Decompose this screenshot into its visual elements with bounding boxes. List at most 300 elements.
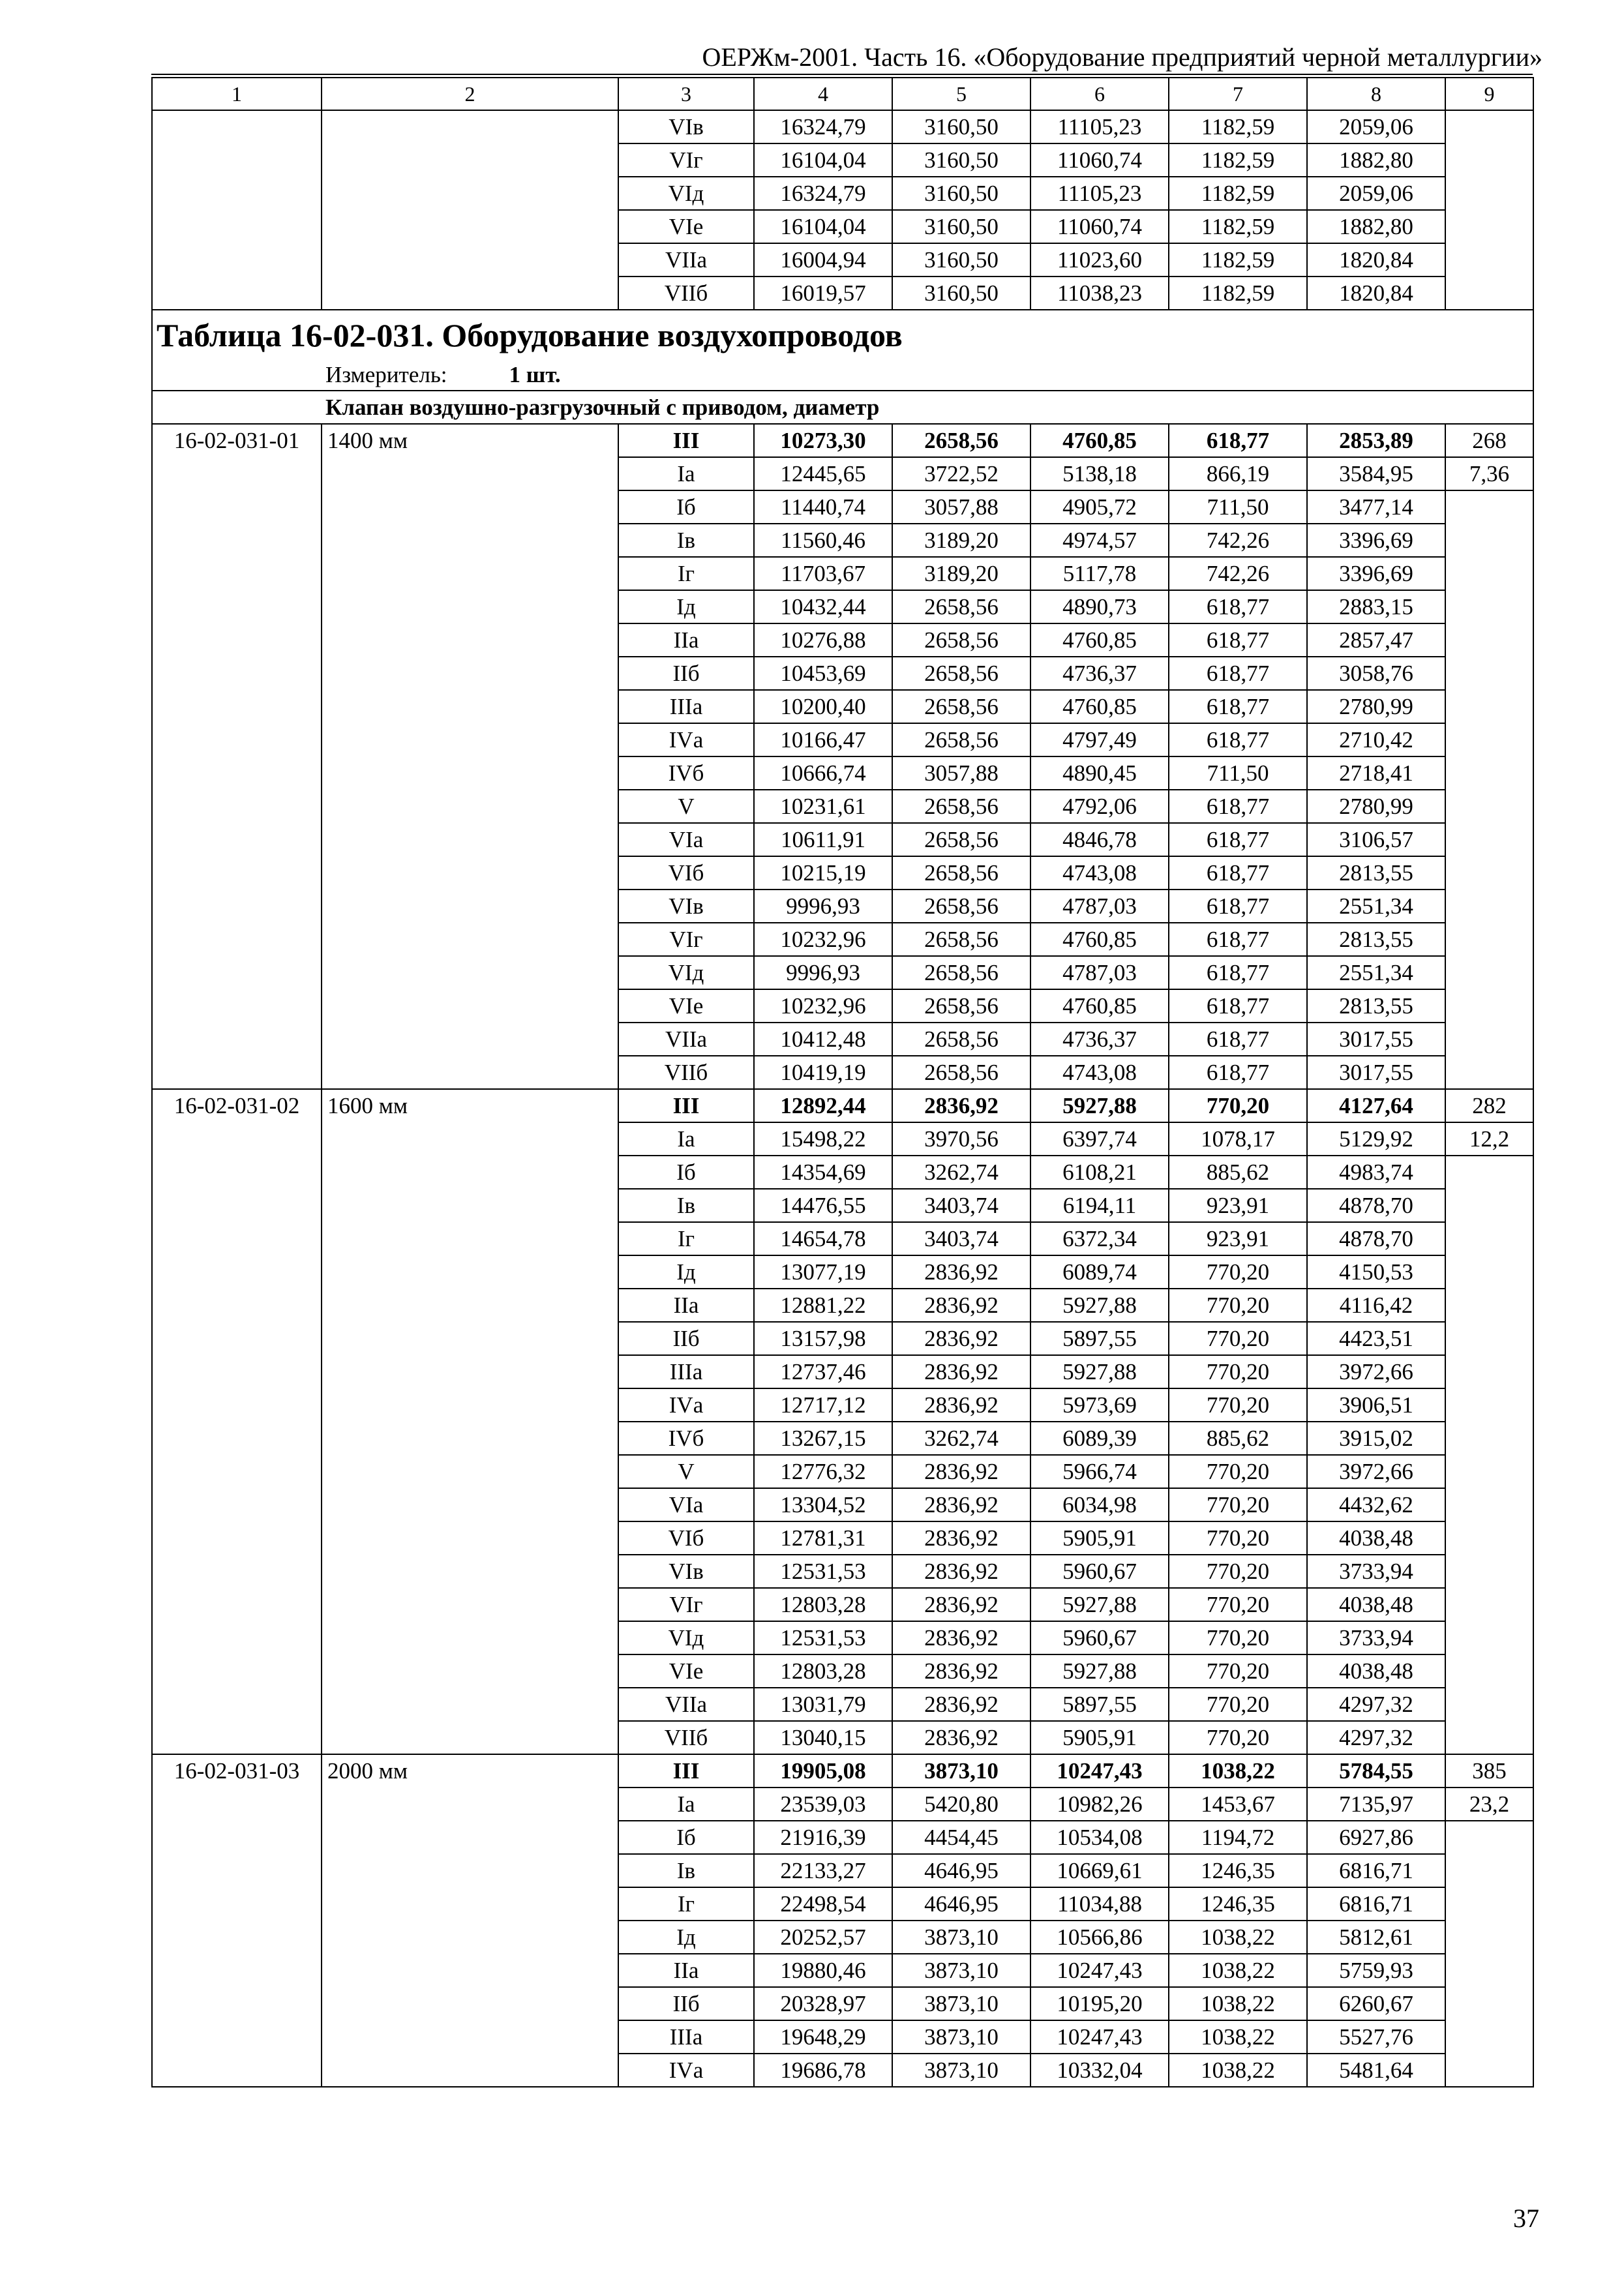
zone-cell: III [618, 424, 754, 457]
value-cell: 1882,80 [1307, 143, 1445, 177]
value-cell: 2836,92 [892, 1388, 1030, 1422]
col9-cell [1445, 110, 1533, 310]
value-cell: 2658,56 [892, 590, 1030, 623]
value-cell: 2813,55 [1307, 923, 1445, 956]
value-cell: 14354,69 [754, 1156, 892, 1189]
value-cell: 23539,03 [754, 1788, 892, 1821]
value-cell: 618,77 [1169, 790, 1307, 823]
zone-cell: Iд [618, 590, 754, 623]
group-row [152, 391, 1533, 424]
value-cell: 6034,98 [1030, 1488, 1169, 1521]
zone-cell: IVа [618, 2054, 754, 2087]
value-cell: 770,20 [1169, 1355, 1307, 1388]
value-cell: 3160,50 [892, 110, 1030, 143]
value-cell: 618,77 [1169, 1023, 1307, 1056]
value-cell: 6816,71 [1307, 1854, 1445, 1887]
value-cell: 10166,47 [754, 723, 892, 756]
value-cell: 2836,92 [892, 1621, 1030, 1654]
value-cell: 2658,56 [892, 424, 1030, 457]
value-cell: 16104,04 [754, 210, 892, 243]
col9-value: 23,2 [1445, 1788, 1533, 1821]
value-cell: 4150,53 [1307, 1255, 1445, 1289]
value-cell: 2658,56 [892, 1056, 1030, 1089]
value-cell: 2658,56 [892, 657, 1030, 690]
value-cell: 770,20 [1169, 1089, 1307, 1122]
value-cell: 3906,51 [1307, 1388, 1445, 1422]
value-cell: 10611,91 [754, 823, 892, 856]
value-cell: 4743,08 [1030, 856, 1169, 890]
value-cell: 4646,95 [892, 1854, 1030, 1887]
value-cell: 7135,97 [1307, 1788, 1445, 1821]
value-cell: 3396,69 [1307, 557, 1445, 590]
value-cell: 770,20 [1169, 1455, 1307, 1488]
value-cell: 5420,80 [892, 1788, 1030, 1821]
name-cell [322, 110, 618, 310]
value-cell: 3189,20 [892, 524, 1030, 557]
value-cell: 10232,96 [754, 923, 892, 956]
value-cell: 885,62 [1169, 1422, 1307, 1455]
value-cell: 14654,78 [754, 1222, 892, 1255]
item-code: 16-02-031-02 [152, 1089, 322, 1754]
value-cell: 770,20 [1169, 1388, 1307, 1422]
value-cell: 3477,14 [1307, 490, 1445, 524]
value-cell: 19880,46 [754, 1954, 892, 1987]
value-cell: 4038,48 [1307, 1521, 1445, 1555]
value-cell: 618,77 [1169, 856, 1307, 890]
value-cell: 2658,56 [892, 989, 1030, 1023]
value-cell: 2551,34 [1307, 890, 1445, 923]
zone-cell: Iв [618, 1189, 754, 1222]
col9-value: 12,2 [1445, 1122, 1533, 1156]
value-cell: 16104,04 [754, 143, 892, 177]
value-cell: 2853,89 [1307, 424, 1445, 457]
value-cell: 4760,85 [1030, 989, 1169, 1023]
value-cell: 12803,28 [754, 1654, 892, 1688]
zone-cell: VIг [618, 1588, 754, 1621]
value-cell: 2836,92 [892, 1322, 1030, 1355]
item-code: 16-02-031-03 [152, 1754, 322, 2087]
value-cell: 742,26 [1169, 557, 1307, 590]
value-cell: 711,50 [1169, 490, 1307, 524]
value-cell: 4797,49 [1030, 723, 1169, 756]
value-cell: 10412,48 [754, 1023, 892, 1056]
value-cell: 5905,91 [1030, 1521, 1169, 1555]
value-cell: 4974,57 [1030, 524, 1169, 557]
value-cell: 5927,88 [1030, 1654, 1169, 1688]
value-cell: 3160,50 [892, 210, 1030, 243]
value-cell: 4038,48 [1307, 1588, 1445, 1621]
value-cell: 1246,35 [1169, 1887, 1307, 1921]
value-cell: 1038,22 [1169, 1987, 1307, 2020]
value-cell: 618,77 [1169, 690, 1307, 723]
value-cell: 5927,88 [1030, 1089, 1169, 1122]
value-cell: 5812,61 [1307, 1921, 1445, 1954]
value-cell: 5927,88 [1030, 1588, 1169, 1621]
value-cell: 3873,10 [892, 2020, 1030, 2054]
value-cell: 3722,52 [892, 457, 1030, 490]
value-cell: 10566,86 [1030, 1921, 1169, 1954]
value-cell: 10332,04 [1030, 2054, 1169, 2087]
zone-cell: VIд [618, 177, 754, 210]
value-cell: 13267,15 [754, 1422, 892, 1455]
value-cell: 4846,78 [1030, 823, 1169, 856]
value-cell: 4127,64 [1307, 1089, 1445, 1122]
value-cell: 1820,84 [1307, 243, 1445, 277]
value-cell: 5973,69 [1030, 1388, 1169, 1422]
value-cell: 4760,85 [1030, 923, 1169, 956]
value-cell: 1453,67 [1169, 1788, 1307, 1821]
value-cell: 2836,92 [892, 1588, 1030, 1621]
value-cell: 3160,50 [892, 243, 1030, 277]
col9-cell [1445, 1156, 1533, 1754]
zone-cell: Iд [618, 1921, 754, 1954]
value-cell: 770,20 [1169, 1588, 1307, 1621]
value-cell: 4878,70 [1307, 1222, 1445, 1255]
value-cell: 3873,10 [892, 1754, 1030, 1788]
value-cell: 20328,97 [754, 1987, 892, 2020]
value-cell: 5784,55 [1307, 1754, 1445, 1788]
value-cell: 3873,10 [892, 1987, 1030, 2020]
value-cell: 5759,93 [1307, 1954, 1445, 1987]
value-cell: 6108,21 [1030, 1156, 1169, 1189]
value-cell: 10432,44 [754, 590, 892, 623]
value-cell: 4454,45 [892, 1821, 1030, 1854]
value-cell: 1182,59 [1169, 210, 1307, 243]
zone-cell: Iа [618, 1122, 754, 1156]
value-cell: 2836,92 [892, 1255, 1030, 1289]
table-row [152, 1754, 1533, 1788]
col9-value: 268 [1445, 424, 1533, 457]
value-cell: 3262,74 [892, 1422, 1030, 1455]
value-cell: 3873,10 [892, 2054, 1030, 2087]
zone-cell: IIа [618, 1954, 754, 1987]
value-cell: 618,77 [1169, 823, 1307, 856]
zone-cell: IVб [618, 1422, 754, 1455]
value-cell: 10982,26 [1030, 1788, 1169, 1821]
value-cell: 923,91 [1169, 1222, 1307, 1255]
value-cell: 770,20 [1169, 1521, 1307, 1555]
value-cell: 19648,29 [754, 2020, 892, 2054]
value-cell: 2658,56 [892, 890, 1030, 923]
value-cell: 11038,23 [1030, 277, 1169, 310]
value-cell: 2836,92 [892, 1089, 1030, 1122]
column-number-row [152, 78, 1533, 110]
column-number: 6 [1030, 78, 1169, 110]
value-cell: 1038,22 [1169, 2020, 1307, 2054]
value-cell: 22133,27 [754, 1854, 892, 1887]
column-number: 8 [1307, 78, 1445, 110]
value-cell: 5138,18 [1030, 457, 1169, 490]
value-cell: 618,77 [1169, 623, 1307, 657]
value-cell: 711,50 [1169, 756, 1307, 790]
value-cell: 10200,40 [754, 690, 892, 723]
value-cell: 2836,92 [892, 1688, 1030, 1721]
column-number: 9 [1445, 78, 1533, 110]
value-cell: 2836,92 [892, 1289, 1030, 1322]
value-cell: 5960,67 [1030, 1555, 1169, 1588]
value-cell: 3972,66 [1307, 1455, 1445, 1488]
value-cell: 5927,88 [1030, 1355, 1169, 1388]
value-cell: 2836,92 [892, 1521, 1030, 1555]
zone-cell: IVб [618, 756, 754, 790]
value-cell: 2836,92 [892, 1355, 1030, 1388]
value-cell: 4760,85 [1030, 690, 1169, 723]
value-cell: 11060,74 [1030, 210, 1169, 243]
zone-cell: Iа [618, 1788, 754, 1821]
value-cell: 3017,55 [1307, 1023, 1445, 1056]
value-cell: 3915,02 [1307, 1422, 1445, 1455]
value-cell: 2813,55 [1307, 856, 1445, 890]
value-cell: 4890,45 [1030, 756, 1169, 790]
value-cell: 5960,67 [1030, 1621, 1169, 1654]
value-cell: 4736,37 [1030, 657, 1169, 690]
zone-cell: Iб [618, 1156, 754, 1189]
value-cell: 13157,98 [754, 1322, 892, 1355]
value-cell: 1246,35 [1169, 1854, 1307, 1887]
value-cell: 16019,57 [754, 277, 892, 310]
value-cell: 10215,19 [754, 856, 892, 890]
unit-cell [152, 360, 1533, 391]
column-number: 4 [754, 78, 892, 110]
value-cell: 770,20 [1169, 1621, 1307, 1654]
value-cell: 2059,06 [1307, 110, 1445, 143]
value-cell: 3017,55 [1307, 1056, 1445, 1089]
value-cell: 2836,92 [892, 1488, 1030, 1521]
value-cell: 11034,88 [1030, 1887, 1169, 1921]
zone-cell: VIв [618, 110, 754, 143]
table-title-row [152, 310, 1533, 360]
value-cell: 1182,59 [1169, 143, 1307, 177]
value-cell: 1182,59 [1169, 243, 1307, 277]
value-cell: 770,20 [1169, 1654, 1307, 1688]
value-cell: 3396,69 [1307, 524, 1445, 557]
value-cell: 4890,73 [1030, 590, 1169, 623]
value-cell: 5117,78 [1030, 557, 1169, 590]
zone-cell: IVа [618, 723, 754, 756]
zone-cell: VIе [618, 989, 754, 1023]
value-cell: 2658,56 [892, 723, 1030, 756]
value-cell: 3733,94 [1307, 1621, 1445, 1654]
value-cell: 11105,23 [1030, 177, 1169, 210]
zone-cell: Iб [618, 1821, 754, 1854]
value-cell: 2836,92 [892, 1555, 1030, 1588]
value-cell: 618,77 [1169, 657, 1307, 690]
column-number: 2 [322, 78, 618, 110]
value-cell: 2658,56 [892, 690, 1030, 723]
value-cell: 4787,03 [1030, 956, 1169, 989]
value-cell: 1038,22 [1169, 1921, 1307, 1954]
value-cell: 10534,08 [1030, 1821, 1169, 1854]
value-cell: 3584,95 [1307, 457, 1445, 490]
column-number: 3 [618, 78, 754, 110]
value-cell: 13077,19 [754, 1255, 892, 1289]
value-cell: 3160,50 [892, 277, 1030, 310]
value-cell: 6927,86 [1307, 1821, 1445, 1854]
value-cell: 12781,31 [754, 1521, 892, 1555]
zone-cell: VIг [618, 143, 754, 177]
value-cell: 6089,74 [1030, 1255, 1169, 1289]
value-cell: 10195,20 [1030, 1987, 1169, 2020]
value-cell: 11060,74 [1030, 143, 1169, 177]
value-cell: 12531,53 [754, 1555, 892, 1588]
zone-cell: VIб [618, 856, 754, 890]
zone-cell: Iв [618, 1854, 754, 1887]
value-cell: 9996,93 [754, 890, 892, 923]
value-cell: 618,77 [1169, 989, 1307, 1023]
value-cell: 13304,52 [754, 1488, 892, 1521]
value-cell: 6397,74 [1030, 1122, 1169, 1156]
zone-cell: VIг [618, 923, 754, 956]
value-cell: 16004,94 [754, 243, 892, 277]
zone-cell: IIIа [618, 690, 754, 723]
value-cell: 10419,19 [754, 1056, 892, 1089]
value-cell: 2857,47 [1307, 623, 1445, 657]
value-cell: 618,77 [1169, 890, 1307, 923]
value-cell: 3057,88 [892, 490, 1030, 524]
item-name: 1600 мм [322, 1089, 618, 1754]
value-cell: 3160,50 [892, 143, 1030, 177]
value-cell: 11560,46 [754, 524, 892, 557]
value-cell: 770,20 [1169, 1688, 1307, 1721]
value-cell: 2813,55 [1307, 989, 1445, 1023]
zone-cell: VIа [618, 823, 754, 856]
zone-cell: VIIа [618, 243, 754, 277]
value-cell: 16324,79 [754, 177, 892, 210]
value-cell: 5897,55 [1030, 1322, 1169, 1355]
zone-cell: VIв [618, 890, 754, 923]
unit-row [152, 360, 1533, 391]
value-cell: 2658,56 [892, 856, 1030, 890]
value-cell: 2836,92 [892, 1654, 1030, 1688]
page-number: 37 [1513, 2204, 1539, 2233]
value-cell: 10247,43 [1030, 1754, 1169, 1788]
col9-value: 385 [1445, 1754, 1533, 1788]
zone-cell: IIб [618, 657, 754, 690]
value-cell: 2836,92 [892, 1455, 1030, 1488]
value-cell: 4760,85 [1030, 424, 1169, 457]
zone-cell: V [618, 1455, 754, 1488]
value-cell: 12737,46 [754, 1355, 892, 1388]
code-cell [152, 110, 322, 310]
value-cell: 2658,56 [892, 923, 1030, 956]
value-cell: 3058,76 [1307, 657, 1445, 690]
value-cell: 770,20 [1169, 1322, 1307, 1355]
value-cell: 3972,66 [1307, 1355, 1445, 1388]
value-cell: 5897,55 [1030, 1688, 1169, 1721]
value-cell: 12881,22 [754, 1289, 892, 1322]
zone-cell: Iв [618, 524, 754, 557]
value-cell: 10669,61 [1030, 1854, 1169, 1887]
value-cell: 770,20 [1169, 1289, 1307, 1322]
value-cell: 618,77 [1169, 956, 1307, 989]
col9-value: 282 [1445, 1089, 1533, 1122]
value-cell: 4878,70 [1307, 1189, 1445, 1222]
value-cell: 2836,92 [892, 1721, 1030, 1754]
value-cell: 4792,06 [1030, 790, 1169, 823]
value-cell: 3873,10 [892, 1954, 1030, 1987]
unit-label: Измеритель: [325, 362, 447, 387]
zone-cell: Iа [618, 457, 754, 490]
value-cell: 1820,84 [1307, 277, 1445, 310]
value-cell: 13040,15 [754, 1721, 892, 1754]
value-cell: 10231,61 [754, 790, 892, 823]
value-cell: 2059,06 [1307, 177, 1445, 210]
value-cell: 4905,72 [1030, 490, 1169, 524]
value-cell: 13031,79 [754, 1688, 892, 1721]
value-cell: 770,20 [1169, 1488, 1307, 1521]
value-cell: 6089,39 [1030, 1422, 1169, 1455]
col9-cell [1445, 490, 1533, 1089]
value-cell: 742,26 [1169, 524, 1307, 557]
zone-cell: VIа [618, 1488, 754, 1521]
column-number: 7 [1169, 78, 1307, 110]
zone-cell: IIа [618, 1289, 754, 1322]
col9-value: 7,36 [1445, 457, 1533, 490]
value-cell: 2658,56 [892, 790, 1030, 823]
value-cell: 6260,67 [1307, 1987, 1445, 2020]
value-cell: 11023,60 [1030, 243, 1169, 277]
value-cell: 2658,56 [892, 823, 1030, 856]
running-header: ОЕРЖм-2001. Часть 16. «Оборудование предприятий черной металлургии» [702, 42, 1542, 72]
value-cell: 3189,20 [892, 557, 1030, 590]
value-cell: 11105,23 [1030, 110, 1169, 143]
value-cell: 618,77 [1169, 1056, 1307, 1089]
zone-cell: IIIа [618, 1355, 754, 1388]
item-name: 2000 мм [322, 1754, 618, 2087]
header-rule [151, 74, 1533, 75]
value-cell: 14476,55 [754, 1189, 892, 1222]
value-cell: 1882,80 [1307, 210, 1445, 243]
value-cell: 1078,17 [1169, 1122, 1307, 1156]
value-cell: 4983,74 [1307, 1156, 1445, 1189]
value-cell: 1182,59 [1169, 277, 1307, 310]
zone-cell: VIIб [618, 1056, 754, 1089]
zone-cell: VIIб [618, 277, 754, 310]
value-cell: 10276,88 [754, 623, 892, 657]
value-cell: 10232,96 [754, 989, 892, 1023]
value-cell: 923,91 [1169, 1189, 1307, 1222]
col9-cell [1445, 1821, 1533, 2087]
value-cell: 1038,22 [1169, 1754, 1307, 1788]
value-cell: 3403,74 [892, 1222, 1030, 1255]
value-cell: 20252,57 [754, 1921, 892, 1954]
zone-cell: IIб [618, 1987, 754, 2020]
value-cell: 5905,91 [1030, 1721, 1169, 1754]
value-cell: 618,77 [1169, 923, 1307, 956]
zone-cell: Iб [618, 490, 754, 524]
zone-cell: Iд [618, 1255, 754, 1289]
value-cell: 4787,03 [1030, 890, 1169, 923]
value-cell: 5927,88 [1030, 1289, 1169, 1322]
zone-cell: VIд [618, 1621, 754, 1654]
zone-cell: VIд [618, 956, 754, 989]
item-name: 1400 мм [322, 424, 618, 1089]
value-cell: 2551,34 [1307, 956, 1445, 989]
value-cell: 1182,59 [1169, 110, 1307, 143]
group-heading: Клапан воздушно-разгрузочный с приводом, диаметр [152, 391, 1533, 424]
value-cell: 12717,12 [754, 1388, 892, 1422]
value-cell: 12445,65 [754, 457, 892, 490]
zone-cell: VIIа [618, 1688, 754, 1721]
value-cell: 2658,56 [892, 623, 1030, 657]
zone-cell: VIе [618, 1654, 754, 1688]
value-cell: 1038,22 [1169, 1954, 1307, 1987]
value-cell: 1038,22 [1169, 2054, 1307, 2087]
value-cell: 3873,10 [892, 1921, 1030, 1954]
value-cell: 12803,28 [754, 1588, 892, 1621]
value-cell: 4743,08 [1030, 1056, 1169, 1089]
value-cell: 770,20 [1169, 1555, 1307, 1588]
